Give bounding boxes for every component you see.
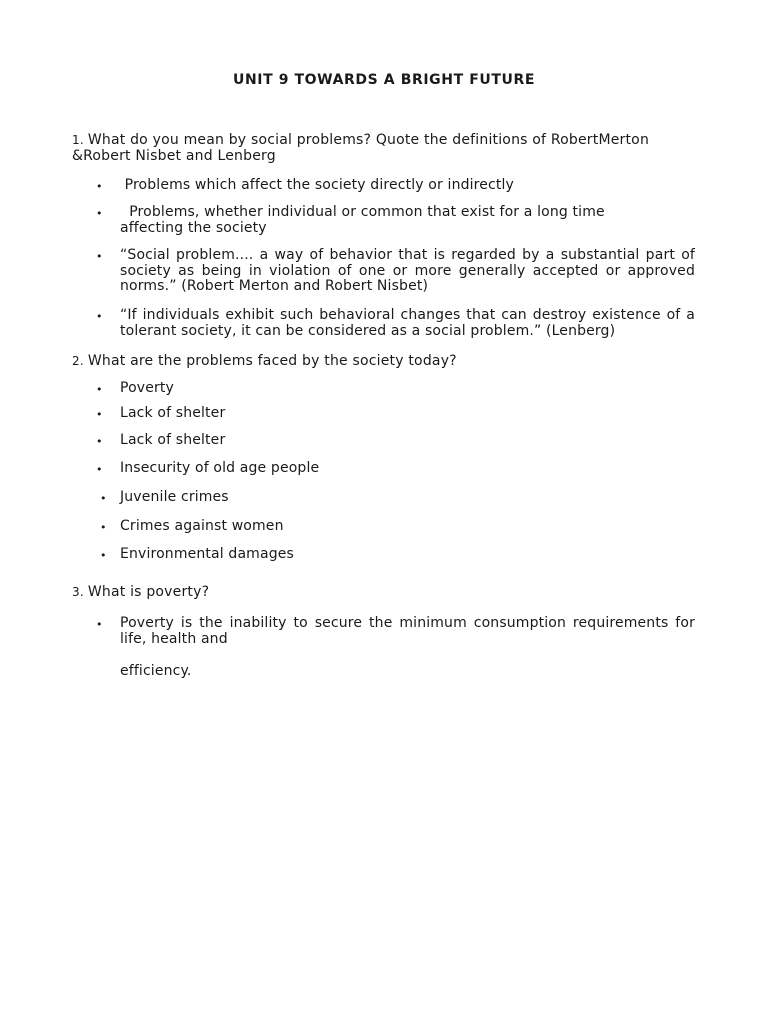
list-item: Crimes against women	[120, 518, 284, 534]
bullet-icon: •	[96, 408, 103, 421]
list-item: “Social problem.... a way of behavior that is regarded by a substantial part of society as being in violation of one or more generally accepted or approved norms.” (Robert Merton and Robert Nisbet)	[120, 247, 695, 294]
question-text: What is poverty?	[87, 584, 210, 600]
question-text: What do you mean by social problems? Quote the definitions of RobertMerton &Robert Nisbet and Lenberg	[72, 132, 650, 164]
list-item: Environmental damages	[120, 546, 294, 562]
bullet-icon: •	[100, 549, 107, 562]
list-item: Lack of shelter	[120, 432, 226, 448]
bullet-icon: •	[96, 435, 103, 448]
list-item: Poverty is the inability to secure the minimum consumption requirements for life, health and	[120, 615, 695, 647]
list-item-continuation: efficiency.	[120, 663, 192, 679]
question-text: What are the problems faced by the society today?	[87, 353, 457, 369]
list-item: “If individuals exhibit such behavioral changes that can destroy existence of a tolerant society, it can be considered as a social problem.” (Lenberg)	[120, 307, 695, 339]
bullet-icon: •	[96, 618, 103, 631]
list-item: Insecurity of old age people	[120, 460, 320, 476]
question-number: 3.	[72, 585, 84, 599]
question-number: 2.	[72, 354, 84, 368]
bullet-icon: •	[96, 250, 103, 263]
bullet-icon: •	[96, 463, 103, 476]
bullet-icon: •	[100, 492, 107, 505]
bullet-icon: •	[96, 180, 103, 193]
question-1	[72, 132, 702, 164]
list-item: Problems, whether individual or common that exist for a long time affecting the society	[120, 204, 610, 236]
list-item: Lack of shelter	[120, 405, 226, 421]
question-2	[72, 353, 702, 369]
bullet-icon: •	[96, 207, 103, 220]
bullet-icon: •	[100, 521, 107, 534]
list-item: Poverty	[120, 380, 174, 396]
bullet-icon: •	[96, 310, 103, 323]
list-item: Problems which affect the society directly or indirectly	[120, 177, 514, 193]
page-title: UNIT 9 TOWARDS A BRIGHT FUTURE	[233, 72, 535, 88]
question-3	[72, 584, 702, 600]
question-number: 1.	[72, 133, 84, 147]
list-item: Juvenile crimes	[120, 489, 229, 505]
bullet-icon: •	[96, 383, 103, 396]
